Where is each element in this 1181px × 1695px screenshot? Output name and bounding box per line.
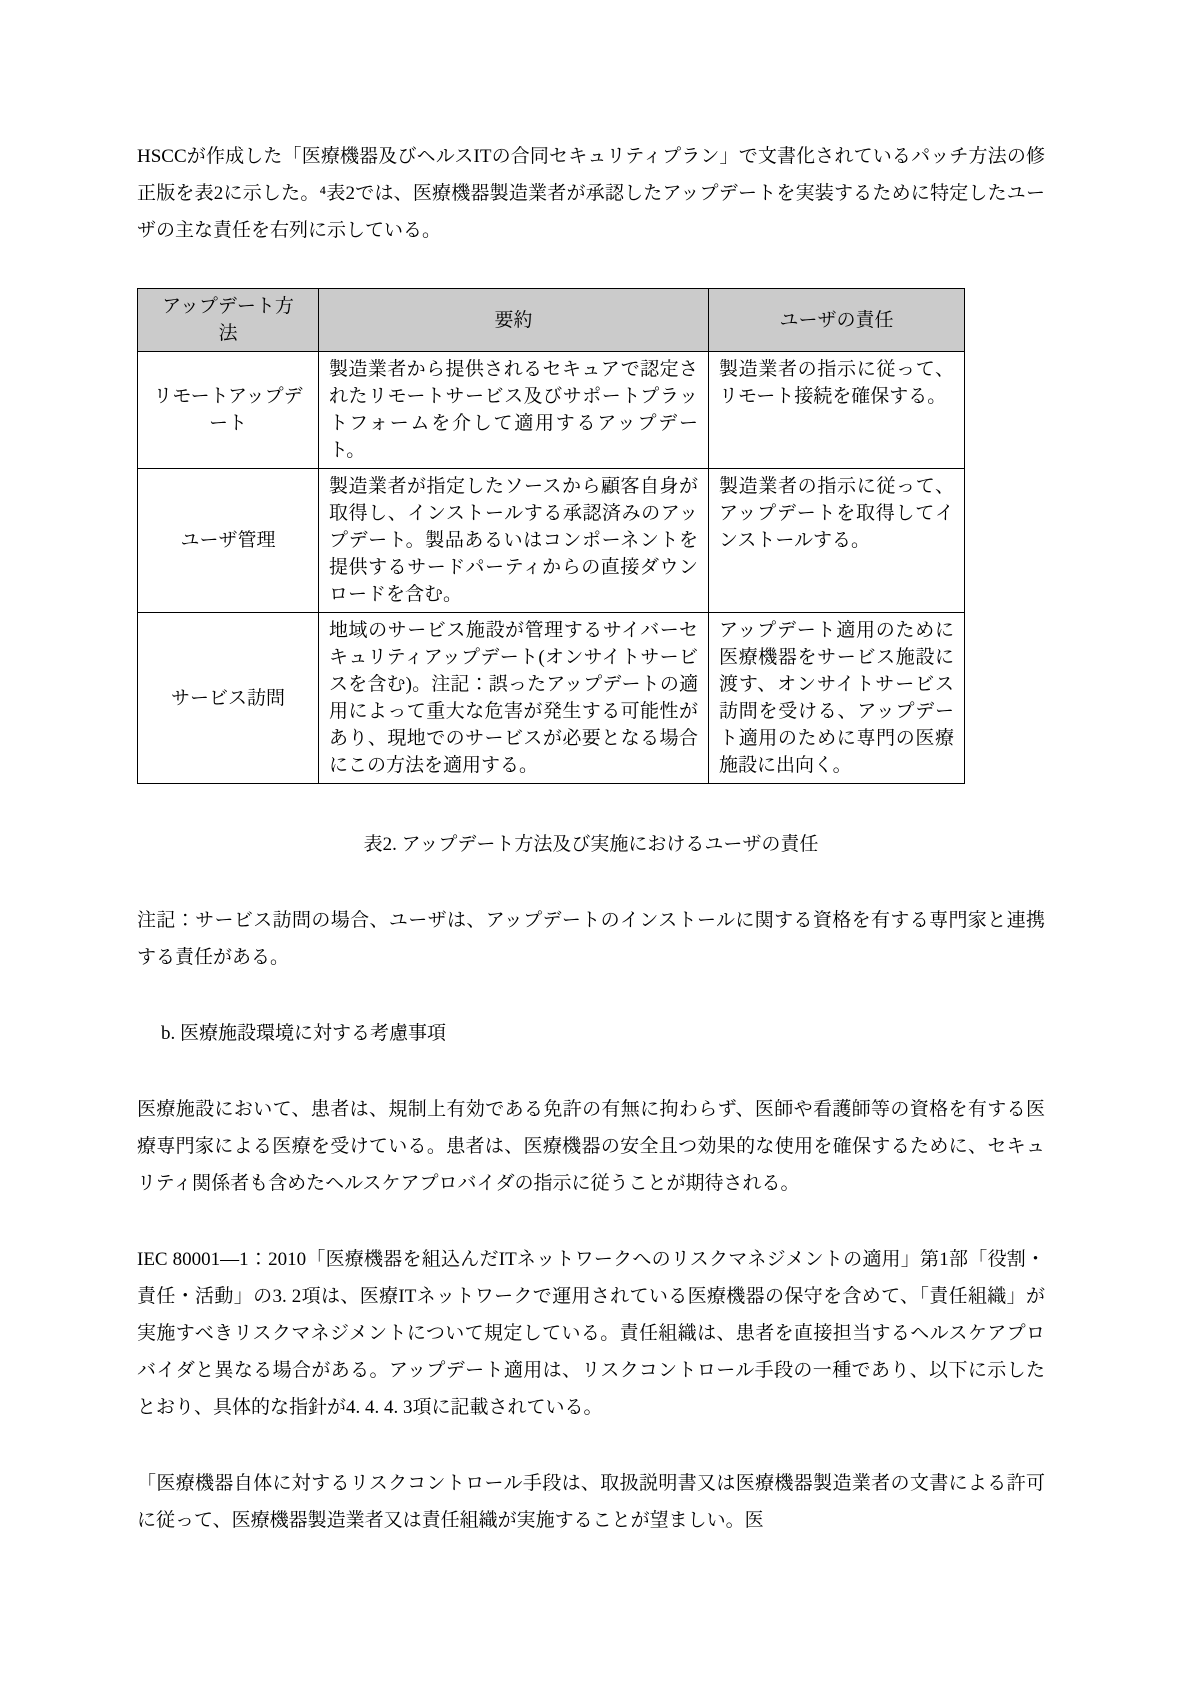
header-summary: 要約 (319, 289, 709, 352)
method-cell-service-visit: サービス訪問 (138, 613, 319, 784)
update-methods-table (137, 288, 965, 784)
summary-cell-user-managed: 製造業者が指定したソースから顧客自身が取得し、インストールする承認済みのアップデート。製品あるいはコンポーネントを提供するサードパーティからの直接ダウンロードを含む。 (319, 469, 709, 613)
header-update-method: アップデート方法 (138, 289, 319, 352)
facility-paragraph: 医療施設において、患者は、規制上有効である免許の有無に拘わらず、医師や看護師等の資格を有する医療専門家による医療を受けている。患者は、医療機器の安全且つ効果的な使用を確保するために、セキュリティ関係者も含めたヘルスケアプロバイダの指示に従うことが期待される。 (137, 1099, 1045, 1194)
iec-paragraph: IEC 80001—1：2010「医療機器を組込んだITネットワークへのリスクマネジメントの適用」第1部「役割・責任・活動」の3. 2項は、医療ITネットワークで運用されている医療機器の保守を含めて、「責任組織」が実施すべきリスクマネジメントについて規定している。責任組織は、患者を直接担当するヘルスケアプロバイダと異なる場合がある。アップデート適用は、リスクコントロール手段の一種であり、以下に示したとおり、具体的な指針が4. 4. 4. 3項に記載されている。 (137, 1249, 1045, 1418)
responsibility-cell-user-managed: 製造業者の指示に従って、アップデートを取得してインストールする。 (709, 469, 965, 613)
responsibility-cell-service-visit: アップデート適用のために医療機器をサービス施設に渡す、オンサイトサービス訪問を受ける、アップデート適用のために専門の医療施設に出向く。 (709, 613, 965, 784)
method-cell-remote-update: リモートアップデート (138, 352, 319, 469)
table-header-row (138, 289, 965, 352)
table-caption: 表2. アップデート方法及び実施におけるユーザの責任 (363, 834, 819, 855)
summary-cell-remote-update: 製造業者から提供されるセキュアで認定されたリモートサービス及びサポートプラットフォームを介して適用するアップデート。 (319, 352, 709, 469)
method-cell-user-managed: ユーザ管理 (138, 469, 319, 613)
quote-paragraph: 「医療機器自体に対するリスクコントロール手段は、取扱説明書又は医療機器製造業者の文書による許可に従って、医療機器製造業者又は責任組織が実施することが望ましい。医 (137, 1473, 1045, 1531)
note-paragraph: 注記：サービス訪問の場合、ユーザは、アップデートのインストールに関する資格を有する専門家と連携する責任がある。 (137, 910, 1045, 968)
responsibility-cell-remote-update: 製造業者の指示に従って、リモート接続を確保する。 (709, 352, 965, 469)
summary-cell-service-visit: 地域のサービス施設が管理するサイバーセキュリティアップデート(オンサイトサービスを含む)。注記：誤ったアップデートの適用によって重大な危害が発生する可能性があり、現地でのサービスが必要となる場合にこの方法を適用する。 (319, 613, 709, 784)
table-row (138, 352, 965, 469)
section-heading: b. 医療施設環境に対する考慮事項 (161, 1023, 447, 1044)
header-user-responsibility: ユーザの責任 (709, 289, 965, 352)
table-row (138, 613, 965, 784)
table-row (138, 469, 965, 613)
intro-paragraph: HSCCが作成した「医療機器及びヘルスITの合同セキュリティプラン」で文書化されているパッチ方法の修正版を表2に示した。⁴表2では、医療機器製造業者が承認したアップデートを実装するために特定したユーザの主な責任を右列に示している。 (137, 146, 1045, 241)
